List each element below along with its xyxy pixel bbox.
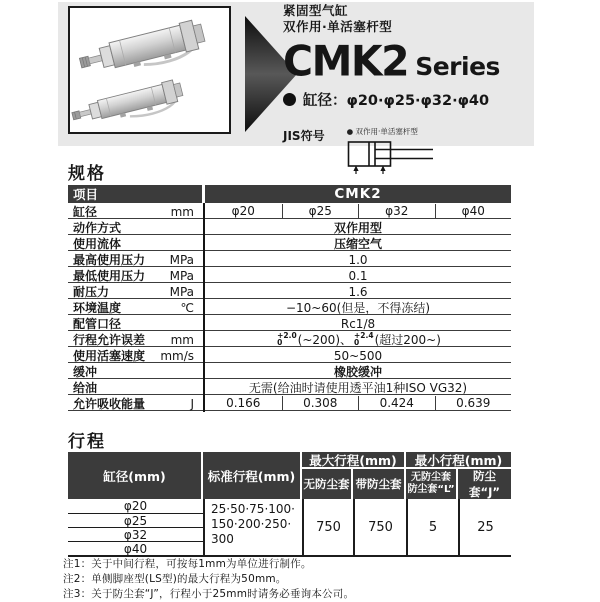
- spec-row: [68, 235, 511, 251]
- spec-tolerance-value: +2.0 0 (~200)、 +2.4 0 (超过200~): [277, 330, 441, 347]
- spec-label: 动作方式: [73, 221, 122, 235]
- stroke-bore-cell: φ25: [68, 513, 203, 527]
- spec-row-tolerance: 行程允许误差 mm +2.0 0 (~200)、 +2.4 0 (超过200~): [68, 331, 511, 347]
- series-title: [283, 37, 533, 85]
- spec-energy-value: 0.639: [435, 396, 512, 411]
- header-banner: [58, 2, 534, 146]
- stroke-min-cover-j-value: 25: [458, 499, 511, 555]
- spec-row: 最低使用压力 MPa 0.1: [68, 267, 511, 283]
- jis-symbol-label: JIS符号: [283, 129, 325, 143]
- spec-row: [68, 379, 511, 395]
- footnote: 注2：单侧脚座型(LS型)的最大行程为50mm。: [63, 573, 287, 585]
- stroke-table-header: [68, 452, 511, 499]
- footnote: 注3：关于防尘套“J”，行程小于25mm时请务必垂询本公司。: [63, 588, 355, 600]
- spec-header-item: 项目: [68, 185, 205, 203]
- spec-value: −10~60(但是，不得冻结): [285, 301, 430, 315]
- series-name: CMK2: [283, 36, 409, 86]
- stroke-header-max-withcover: 带防尘套: [353, 469, 406, 499]
- spec-row-energy: 允许吸收能量 J 0.166 0.308 0.424 0.639: [68, 395, 511, 411]
- stroke-header-min-group: 最小行程(mm): [406, 452, 511, 469]
- spec-bore-value: φ20: [231, 204, 255, 218]
- spec-label: 耐压力: [73, 285, 110, 299]
- spec-row: [68, 315, 511, 331]
- footnotes: [63, 557, 354, 602]
- spec-label: 使用流体: [73, 237, 122, 251]
- stroke-max-withcover-value: 750: [353, 499, 406, 555]
- product-photo: [68, 6, 231, 134]
- product-type-line2: 双作用·单活塞杆型: [283, 19, 393, 34]
- title-block: [283, 3, 533, 175]
- jis-cylinder-symbol-icon: [347, 139, 439, 175]
- stroke-header-max-group: 最大行程(mm): [302, 452, 406, 469]
- bullet-icon: [283, 93, 296, 106]
- spec-bore-value: φ25: [282, 204, 359, 219]
- jis-symbol-row: [283, 119, 533, 175]
- stroke-header-max-nocover: 无防尘套: [302, 469, 353, 499]
- stroke-table: [68, 452, 511, 557]
- jis-symbol: [347, 119, 439, 175]
- spec-value: 双作用型: [333, 221, 382, 235]
- stroke-min-nocover-value: 5: [406, 499, 458, 555]
- spec-value: 压缩空气: [333, 237, 382, 251]
- spec-row: [68, 219, 511, 235]
- spec-bore-value: φ32: [358, 204, 435, 219]
- stroke-header-standard: 标准行程(mm): [203, 452, 302, 499]
- stroke-table-body: [68, 499, 511, 557]
- spec-row: 环境温度 ℃ −10~60(但是，不得冻结): [68, 299, 511, 315]
- spec-header-row: [68, 185, 511, 203]
- spec-energy-value: 0.166: [226, 396, 261, 410]
- stroke-header-min-nocover-l: 无防尘套 防尘套“L”: [406, 469, 458, 499]
- spec-value: 0.1: [348, 268, 368, 283]
- product-type-line1: 紧固型气缸: [283, 3, 349, 18]
- stroke-bore-cell: φ20: [123, 499, 148, 513]
- bore-sizes-text: 缸径：φ20·φ25·φ32·φ40: [303, 93, 490, 109]
- spec-energy-value: 0.424: [358, 396, 435, 411]
- stroke-bore-cell: φ32: [68, 527, 203, 541]
- spec-label: 行程允许误差: [73, 333, 146, 347]
- stroke-max-nocover-value: 750: [302, 499, 353, 555]
- spec-energy-value: 0.308: [282, 396, 359, 411]
- spec-unit: mm: [170, 204, 194, 219]
- spec-row: 最高使用压力 MPa 1.0: [68, 251, 511, 267]
- footnote: 注1：关于中间行程，可按每1mm为单位进行制作。: [63, 558, 312, 570]
- spec-value: 50~500: [333, 348, 383, 363]
- spec-label: 使用活塞速度: [73, 349, 146, 363]
- spec-value: 橡胶缓冲: [333, 365, 382, 379]
- spec-bore-value: φ40: [435, 204, 512, 219]
- spec-value: Rc1/8: [340, 316, 376, 331]
- spec-section-heading: 规格: [68, 164, 106, 184]
- spec-row-bore: [68, 203, 511, 219]
- stroke-standard-cell: 25·50·75·100· 150·200·250· 300: [203, 499, 302, 555]
- spec-label: 最低使用压力: [73, 269, 146, 283]
- stroke-bore-cell: φ40: [68, 541, 203, 555]
- spec-label: 配管口径: [73, 317, 122, 331]
- spec-row: 使用活塞速度 mm/s 50~500: [68, 347, 511, 363]
- stroke-header-bore: 缸径(mm): [68, 452, 203, 499]
- spec-label: 缓冲: [73, 365, 98, 379]
- spec-label: 允许吸收能量: [73, 397, 146, 411]
- spec-row: 耐压力 MPa 1.6: [68, 283, 511, 299]
- spec-header-series: CMK2: [205, 185, 511, 203]
- bore-sizes-line: [283, 89, 533, 110]
- cylinder-illustration: [70, 8, 229, 132]
- spec-value: 无需(给油时请使用透平油1种ISO VG32): [248, 381, 468, 395]
- spec-row: [68, 363, 511, 379]
- stroke-header-min-cover-j: 防尘套“J”: [458, 469, 511, 499]
- stroke-section-heading: 行程: [68, 432, 106, 452]
- spec-label: 最高使用压力: [73, 253, 146, 267]
- spec-label: 环境温度: [73, 301, 122, 315]
- spec-table: [68, 185, 511, 411]
- series-suffix: Series: [415, 52, 500, 81]
- jis-symbol-caption: ● 双作用·单活塞杆型: [346, 127, 418, 136]
- spec-label: 给油: [73, 381, 98, 395]
- spec-label: 缸径: [73, 205, 98, 219]
- spec-value: 1.0: [348, 252, 368, 267]
- spec-value: 1.6: [348, 284, 368, 299]
